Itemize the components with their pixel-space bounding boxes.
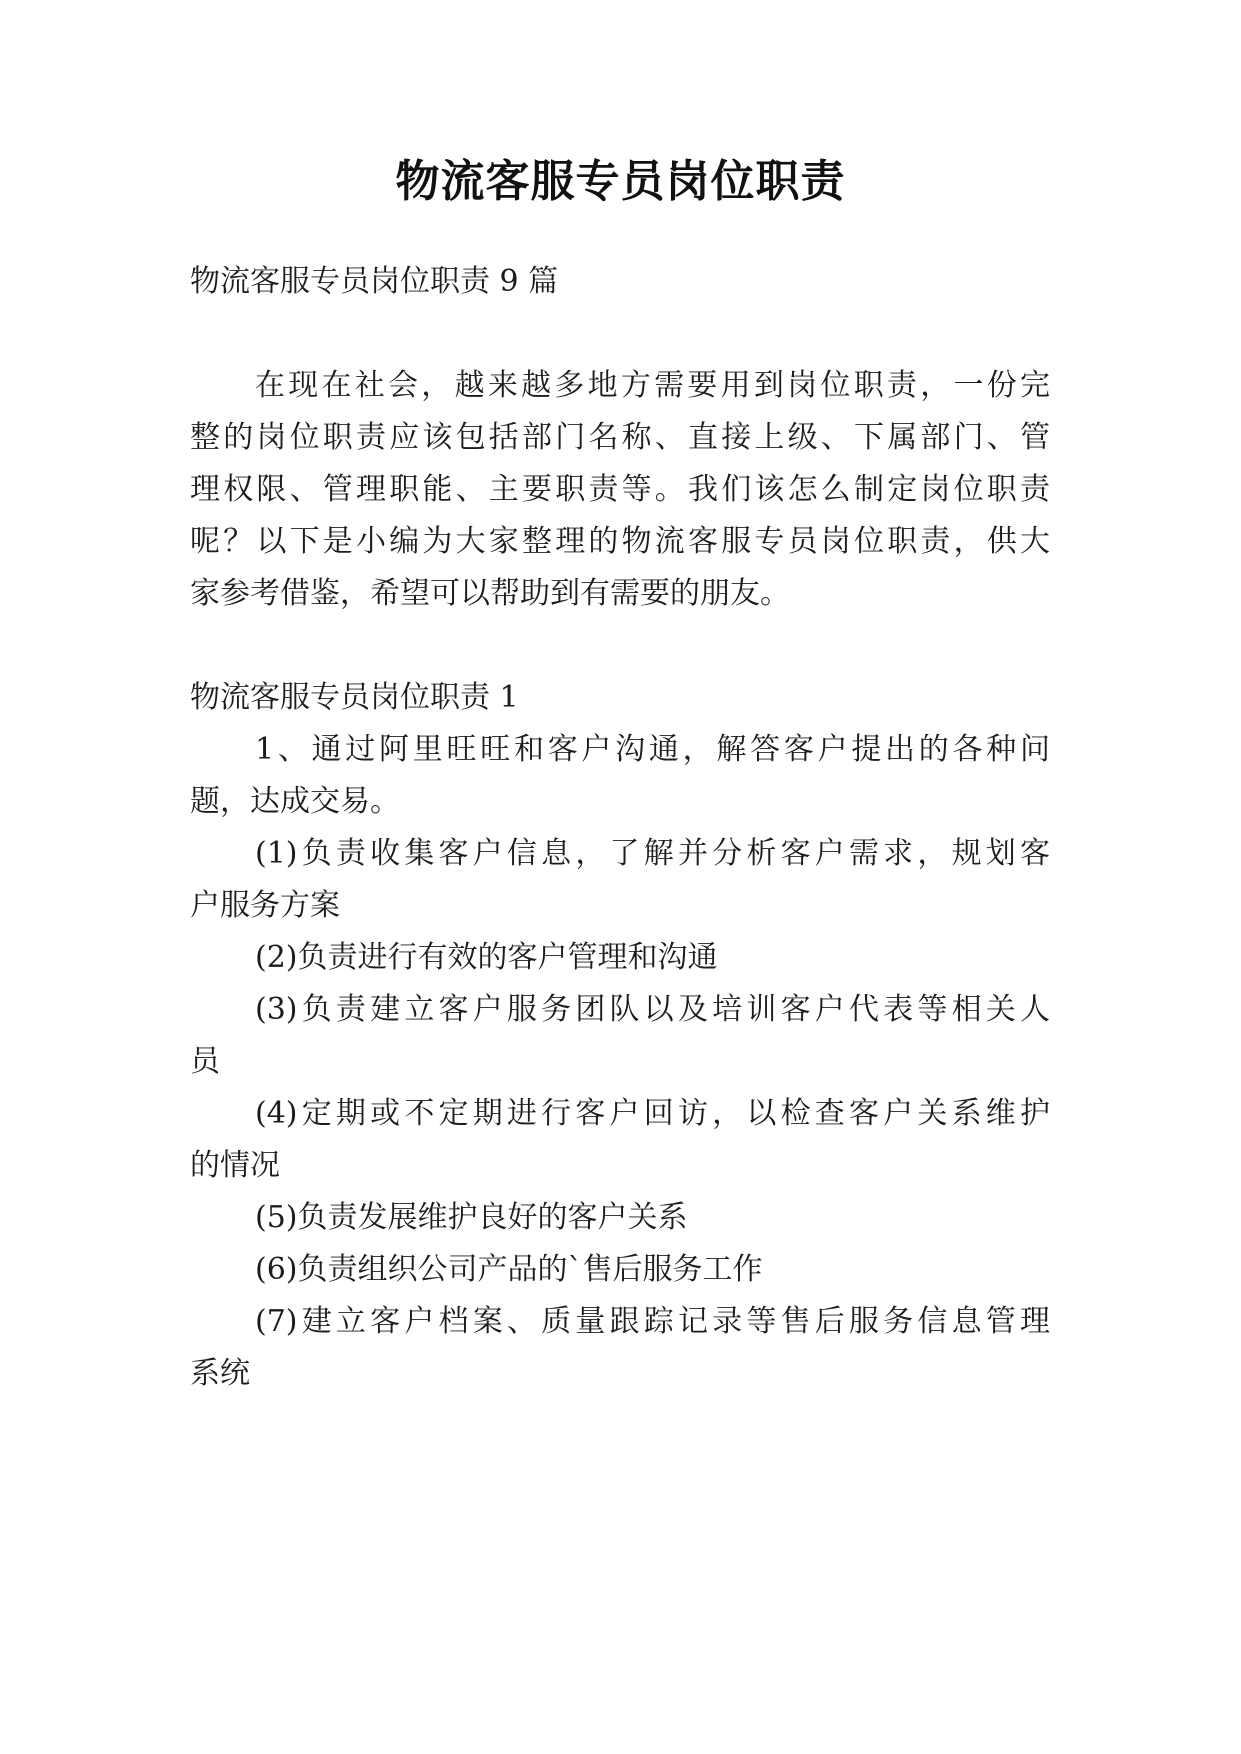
intro-line: 家参考借鉴，希望可以帮助到有需要的朋友。 — [190, 576, 790, 611]
body-line: 户服务方案 — [190, 888, 340, 923]
body-line: 1、通过阿里旺旺和客户沟通，解答客户提出的各种问 — [255, 732, 1050, 767]
intro-line: 呢？以下是小编为大家整理的物流客服专员岗位职责，供大 — [190, 524, 1050, 559]
body-line: (5)负责发展维护良好的客户关系 — [255, 1200, 688, 1235]
intro-line: 理权限、管理职能、主要职责等。我们该怎么制定岗位职责 — [190, 472, 1050, 507]
document-subtitle: 物流客服专员岗位职责 9 篇 — [190, 264, 559, 299]
body-line: (2)负责进行有效的客户管理和沟通 — [255, 940, 718, 975]
body-line: (6)负责组织公司产品的`售后服务工作 — [255, 1252, 763, 1287]
body-line: 的情况 — [190, 1148, 280, 1183]
document-title: 物流客服专员岗位职责 — [395, 156, 846, 207]
body-line: (4)定期或不定期进行客户回访，以检查客户关系维护 — [255, 1096, 1050, 1131]
body-line: 员 — [190, 1044, 220, 1079]
intro-line: 在现在社会，越来越多地方需要用到岗位职责，一份完 — [255, 368, 1050, 403]
body-line: (7)建立客户档案、质量跟踪记录等售后服务信息管理 — [255, 1304, 1050, 1339]
body-line: 系统 — [190, 1356, 250, 1391]
body-line: (3)负责建立客户服务团队以及培训客户代表等相关人 — [255, 992, 1050, 1027]
body-line: (1)负责收集客户信息，了解并分析客户需求，规划客 — [255, 836, 1050, 871]
intro-line: 整的岗位职责应该包括部门名称、直接上级、下属部门、管 — [190, 420, 1050, 455]
body-line: 题，达成交易。 — [190, 784, 400, 819]
section-heading: 物流客服专员岗位职责 1 — [190, 680, 519, 715]
